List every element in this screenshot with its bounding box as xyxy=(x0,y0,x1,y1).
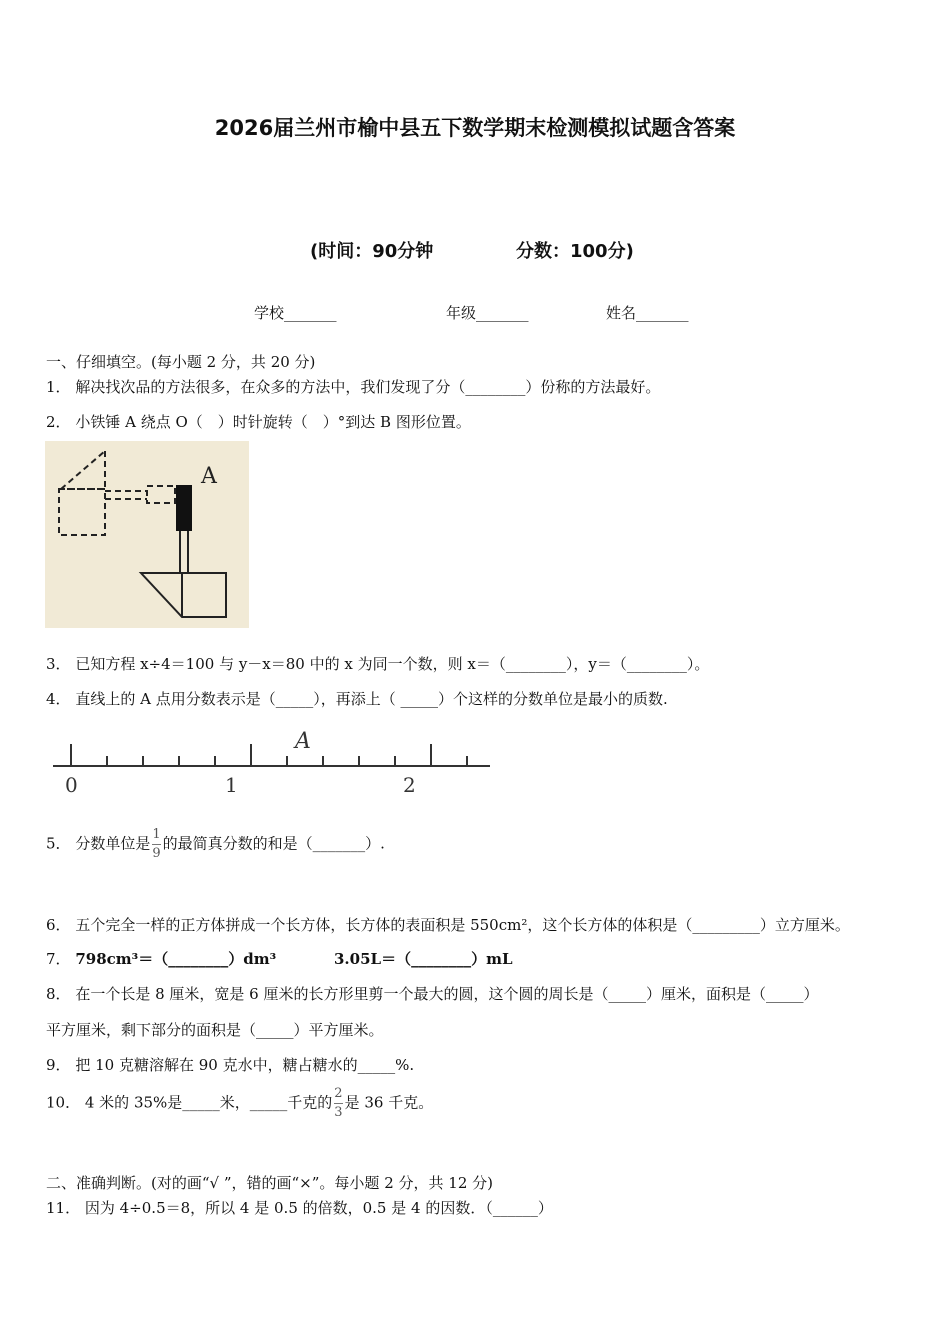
question-text: 已知方程 x÷4＝100 与 y－x＝80 中的 x 为同一个数，则 x＝（________），y＝（________）。 xyxy=(75,655,710,673)
school-field: 学校_______ xyxy=(254,304,337,322)
question-text-pre: 4 米的 35%是_____米，_____千克的 xyxy=(84,1093,333,1112)
question-number: 6． xyxy=(46,916,71,934)
fraction-one-ninth xyxy=(152,828,160,861)
question-3 xyxy=(46,653,709,674)
question-number: 7． xyxy=(46,950,71,968)
number-line xyxy=(45,722,495,802)
question-number: 11． xyxy=(46,1199,81,1217)
question-4 xyxy=(46,688,668,709)
question-text: 在一个长是 8 厘米，宽是 6 厘米的长方形里剪一个最大的圆，这个圆的周长是（_____）厘米，面积是（_____） xyxy=(75,985,819,1003)
question-8 xyxy=(46,983,819,1004)
question-text-post: 的最简真分数的和是（_______）. xyxy=(162,834,385,853)
question-text: 把 10 克糖溶解在 90 克水中，糖占糖水的_____%. xyxy=(75,1056,415,1074)
question-number: 10． xyxy=(46,1093,81,1112)
question-number: 1． xyxy=(46,378,71,396)
question-9 xyxy=(46,1054,414,1075)
question-7 xyxy=(46,948,276,969)
point-label-a: A xyxy=(201,464,217,489)
question-text: 小铁锤 A 绕点 O（ ）时针旋转（ ）°到达 B 图形位置。 xyxy=(75,413,471,431)
hammer-rotation-figure xyxy=(45,441,249,628)
number-line-ticks xyxy=(71,744,467,766)
question-2 xyxy=(46,411,471,432)
question-text: 五个完全一样的正方体拼成一个长方体，长方体的表面积是 550cm²，这个长方体的体积是（_________）立方厘米。 xyxy=(75,916,850,934)
question-number: 8． xyxy=(46,985,71,1003)
question-8-continued: 平方厘米，剩下部分的面积是（_____）平方厘米。 xyxy=(46,1021,384,1039)
question-text: 解决找次品的方法很多，在众多的方法中，我们发现了分（________）份称的方法最好。 xyxy=(75,378,661,396)
question-text-post: 是 36 千克。 xyxy=(344,1093,434,1112)
question-text: 因为 4÷0.5＝8，所以 4 是 0.5 的倍数，0.5 是 4 的因数．（______） xyxy=(84,1199,553,1217)
section-1-heading: 一、仔细填空。(每小题 2 分，共 20 分) xyxy=(46,353,316,371)
section-2-heading: 二、准确判断。(对的画“√ ”，错的画“×”。每小题 2 分，共 12 分) xyxy=(46,1174,493,1192)
question-10 xyxy=(46,1087,433,1120)
grade-field: 年级_______ xyxy=(446,304,529,322)
hammer-grip xyxy=(176,485,192,531)
fraction-numerator: 1 xyxy=(152,827,161,842)
question-number: 5． xyxy=(46,834,71,853)
question-5 xyxy=(46,828,385,861)
question-11 xyxy=(46,1197,553,1218)
tick-label-0: 0 xyxy=(65,773,78,797)
name-field: 姓名_______ xyxy=(606,304,689,322)
question-6 xyxy=(46,914,850,935)
question-number: 9． xyxy=(46,1056,71,1074)
question-number: 2． xyxy=(46,413,71,431)
exam-time: (时间：90分钟 xyxy=(310,241,434,262)
fraction-denominator: 9 xyxy=(152,846,161,861)
question-number: 4． xyxy=(46,690,71,708)
page-title: 2026届兰州市榆中县五下数学期末检测模拟试题含答案 xyxy=(214,116,736,140)
question-part-1: 798cm³＝（________）dm³ xyxy=(75,950,277,968)
tick-label-2: 2 xyxy=(403,773,416,797)
fraction-denominator: 3 xyxy=(334,1105,343,1120)
exam-score: 分数：100分) xyxy=(516,241,634,262)
question-1 xyxy=(46,376,660,397)
question-number: 3． xyxy=(46,655,71,673)
point-label-a: A xyxy=(295,729,311,754)
question-text-pre: 分数单位是 xyxy=(75,834,151,853)
tick-label-1: 1 xyxy=(225,773,238,797)
fraction-two-thirds xyxy=(334,1087,342,1120)
fraction-numerator: 2 xyxy=(334,1086,343,1101)
question-7-part-2: 3.05L＝（________）mL xyxy=(334,950,513,968)
question-text: 直线上的 A 点用分数表示是（_____），再添上（ _____）个这样的分数单位是最小的质数. xyxy=(75,690,668,708)
